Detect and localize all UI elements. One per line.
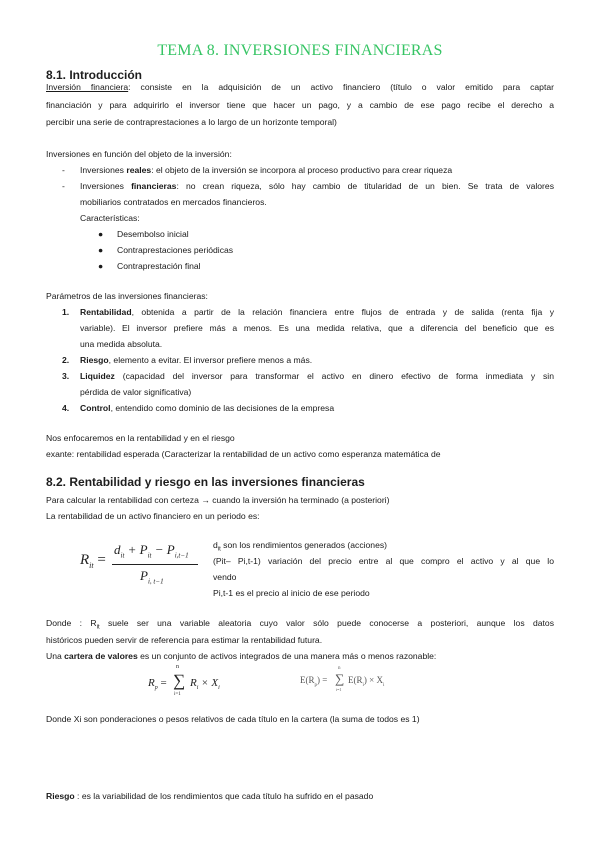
sum-lower: i=1	[174, 692, 181, 697]
formula-symbol: R	[80, 552, 90, 568]
characteristic-item: Desembolso inicial	[117, 229, 189, 239]
formula-subscript: p	[314, 682, 317, 688]
characteristic-item: Contraprestación final	[117, 261, 201, 271]
page-title: TEMA 8. INVERSIONES FINANCIERAS	[157, 42, 443, 59]
definition-term: Inversión financiera	[46, 82, 129, 92]
formula-symbol: P	[140, 568, 148, 583]
list-item-financieras	[80, 178, 554, 195]
focus-line-2: exante: rentabilidad esperada (Caracterizar la rentabilidad de un activo como esperanza matemática de	[46, 449, 441, 459]
formula-return-lhs	[80, 552, 106, 570]
expl-subscript: it	[217, 546, 221, 553]
param-number: 1.	[62, 307, 70, 317]
reales-term: reales	[126, 165, 152, 175]
param-liquidez-term: Liquidez	[80, 371, 115, 381]
formula-symbol: )	[317, 675, 320, 685]
sum-symbol: ∑	[173, 671, 186, 690]
param-control-text: , entendido como dominio de las decisiones de la empresa	[110, 403, 335, 413]
formula-symbol: × X	[198, 677, 219, 689]
dash-marker: -	[62, 181, 65, 191]
param-riesgo	[80, 352, 312, 369]
reales-prefix: Inversiones	[80, 165, 127, 175]
formula-fraction-bar	[112, 564, 198, 565]
characteristic-item: Contraprestaciones periódicas	[117, 245, 234, 255]
formula-portfolio-return	[148, 677, 167, 691]
formula-symbol: E(R	[348, 675, 363, 685]
formula-symbol: R	[148, 677, 155, 689]
formula-subscript: i	[218, 685, 220, 692]
expl-symbol: d	[213, 540, 218, 550]
formula-equals: =	[322, 675, 328, 685]
formula-expected-body	[348, 675, 384, 688]
sum-upper: n	[176, 664, 179, 670]
param-rentabilidad-line-3: una medida absoluta.	[80, 339, 163, 349]
bullet-dot: ●	[98, 245, 104, 255]
formula-portfolio-body	[190, 677, 220, 691]
formula-equals: =	[160, 677, 167, 689]
donde-line-2: históricos pueden servir de referencia para estimar la rentabilidad futura.	[46, 635, 323, 645]
financieras-text: : no crean riqueza, sólo hay cambio de titularidad de un bien. Se trata de valores	[176, 181, 554, 191]
formula-symbol: d	[114, 542, 121, 557]
param-riesgo-text: , elemento a evitar. El inversor prefiere menos a más.	[108, 355, 313, 365]
definition-text: : consiste en la adquisición de un activo financiero (título o valor emitido para captar	[128, 82, 554, 92]
reales-text: : el objeto de la inversión se incorpora al proceso productivo para crear riqueza	[151, 165, 453, 175]
formula-symbol: E(R	[300, 675, 315, 685]
param-control	[80, 400, 334, 417]
formula-subscript: i	[362, 682, 364, 688]
period-return-intro: La rentabilidad de un activo financiero en un periodo es:	[46, 511, 260, 521]
section-heading-8-1: 8.1. Introducción	[46, 68, 143, 82]
formula-symbol: + P	[124, 542, 148, 557]
formula-numerator	[114, 542, 189, 560]
param-number: 2.	[62, 355, 70, 365]
formula-explanation-2: (Pit– Pi,t-1) variación del precio entre al que compro el activo y al que lo	[213, 556, 554, 566]
focus-line-1: Nos enfocaremos en la rentabilidad y en el riesgo	[46, 433, 235, 443]
sum-symbol: ∑	[335, 671, 345, 686]
bullet-dot: ●	[98, 261, 104, 271]
formula-subscript: i,t−1	[174, 551, 189, 560]
param-rentabilidad-term: Rentabilidad	[80, 307, 132, 317]
formula-symbol: ) × X	[363, 675, 383, 685]
bullet-dot: ●	[98, 229, 104, 239]
param-number: 3.	[62, 371, 70, 381]
formula-explanation-3: Pi,t-1 es el precio al inicio de ese periodo	[213, 588, 370, 598]
formula-subscript: i, t−1	[147, 577, 164, 586]
param-liquidez-line-1	[80, 368, 554, 385]
param-rentabilidad-text: , obtenida a partir de la relación financiera entre flujos de entrada y de salida (renta fija y	[131, 307, 554, 317]
formula-subscript: i	[196, 685, 199, 692]
financieras-term: financieras	[131, 181, 177, 191]
formula-symbol: R	[190, 677, 197, 689]
formula-subscript: i	[382, 682, 385, 688]
donde-subscript: it	[96, 624, 100, 631]
formula-explanation-2b: vendo	[213, 572, 237, 582]
param-control-term: Control	[80, 403, 111, 413]
sum-lower: i=1	[336, 687, 342, 692]
param-riesgo-term: Riesgo	[80, 355, 109, 365]
param-rentabilidad-line-2: variable). El inversor prefiere más a menos. Es una medida relativa, que a diferencia del beneficio que es	[80, 323, 554, 333]
financieras-prefix: Inversiones	[80, 181, 132, 191]
section-heading-8-2: 8.2. Rentabilidad y riesgo en las inversiones financieras	[46, 475, 365, 489]
param-liquidez-line-2: pérdida de valor significativa)	[80, 387, 192, 397]
donde-text: suele ser una variable aleatoria cuyo valor sólo puede conocerse a posteriori, aunque los datos	[99, 618, 555, 628]
formula-subscript: it	[89, 561, 94, 570]
expl-text: son los rendimientos generados (acciones)	[220, 540, 388, 550]
financieras-line-2: mobiliarios contratados en mercados financieros.	[80, 197, 267, 207]
formula-denominator	[140, 568, 164, 586]
portfolio-text: es un conjunto de activos integrados de una manera más o menos razonable:	[137, 651, 437, 661]
dash-marker: -	[62, 165, 65, 175]
param-liquidez-text: (capacidad del inversor para transformar el activo en dinero efectivo de forma inmediata y sin	[114, 371, 554, 381]
object-intro: Inversiones en función del objeto de la inversión:	[46, 149, 232, 159]
definition-line-2: financiación y para adquirirlo el inversor tiene que hacer un pago, y a cambio de ese pago recibe el derecho a	[46, 100, 554, 110]
donde-prefix: Donde : R	[46, 618, 97, 628]
sum-upper: n	[338, 666, 341, 671]
formula-equals: =	[97, 552, 106, 568]
definition-line-1	[46, 79, 554, 96]
param-number: 4.	[62, 403, 70, 413]
characteristics-label: Características:	[80, 213, 140, 223]
risk-definition	[46, 788, 373, 805]
portfolio-prefix: Una	[46, 651, 65, 661]
param-rentabilidad-line-1	[80, 304, 554, 321]
formula-subscript: it	[120, 551, 125, 560]
risk-term: Riesgo	[46, 791, 75, 801]
portfolio-term: cartera de valores	[64, 651, 138, 661]
formula-subscript: it	[147, 551, 152, 560]
certainty-line: Para calcular la rentabilidad con certeza → cuando la inversión ha terminado (a posteriori)	[46, 495, 390, 505]
parameters-intro: Parámetros de las inversiones financieras:	[46, 291, 208, 301]
formula-subscript: p	[154, 685, 158, 692]
risk-text: : es la variabilidad de los rendimientos que cada título ha sufrido en el pasado	[74, 791, 374, 801]
definition-line-3: percibir una serie de contraprestaciones a lo largo de un horizonte temporal)	[46, 117, 337, 127]
weights-line: Donde Xi son ponderaciones o pesos relativos de cada título en la cartera (la suma de todos es 1)	[46, 714, 420, 724]
formula-expected-return	[300, 675, 327, 688]
list-item-reales	[80, 162, 452, 179]
portfolio-definition	[46, 648, 436, 665]
formula-symbol: − P	[151, 542, 175, 557]
